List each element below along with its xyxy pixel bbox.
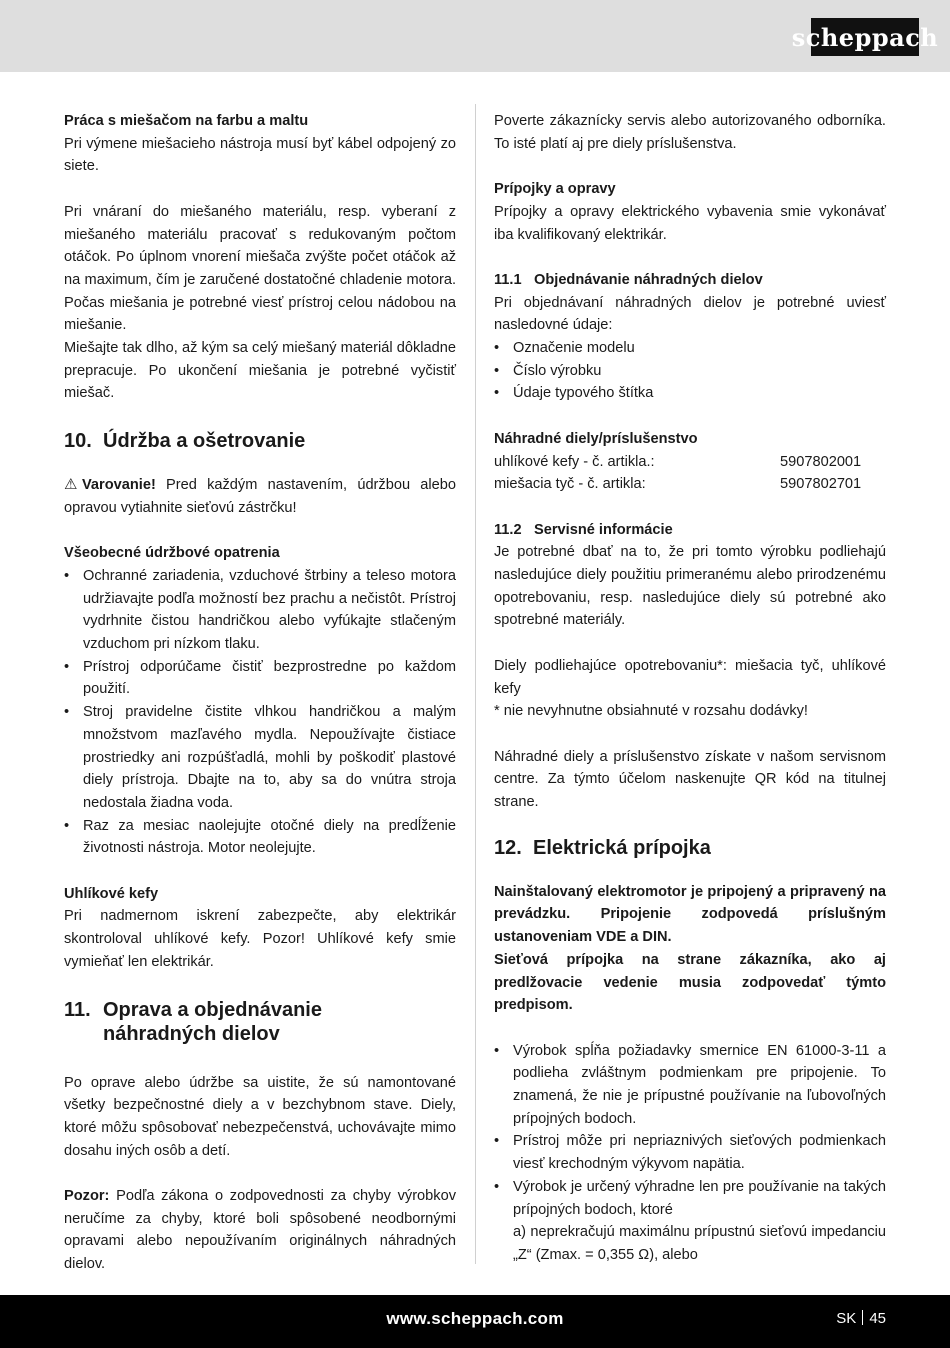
- motor-connection-text: Nainštalovaný elektromotor je pripojený a pripravený na prevádzku. Pripojenie zodpovedá príslušným ustanoveniam VDE a DIN.: [494, 883, 886, 946]
- list-item: • Výrobok je určený výhradne len pre používanie na takých prípojných bodoch, ktoré a) neprekračujú maximálnu prípustnú sieťovú impedanciu „Z“ (Zmax. = 0,355 Ω), alebo: [494, 1178, 886, 1263]
- connections-text: Prípojky a opravy elektrického vybavenia smie vykonávať iba kvalifikovaný elektrikár.: [494, 203, 886, 243]
- page-indicator: SK 45: [836, 1310, 886, 1327]
- header-bar: [0, 0, 950, 72]
- list-item: • Prístroj môže pri nepriaznivých sieťových podmienkach viesť krechodným výkyvom napätia.: [494, 1133, 886, 1173]
- section-10-title: 10. Údržba a ošetrovanie: [64, 430, 306, 453]
- section-12-title: 12. Elektrická prípojka: [494, 836, 711, 859]
- warning-paragraph: ⚠ Varovanie! Pred každým nastavením, údržbou alebo opravou vytiahnite sieťovú zástrčku!: [64, 476, 456, 516]
- list-item: • Ochranné zariadenia, vzduchové štrbiny a teleso motora udržiavajte podľa možností bez prachu a nečistôt. Prístroj vydrhnite čistou handričkou alebo vyfúkajte stlačeným vzduchom pri nízkom tlaku.: [64, 567, 456, 653]
- footer-bar: [0, 1295, 950, 1348]
- connections-heading: Prípojky a opravy: [494, 181, 616, 198]
- spare-part-row: uhlíkové kefy - č. artikla.: 5907802001: [494, 453, 862, 470]
- service-paragraph: Poverte zákaznícky servis alebo autorizovaného odborníka. To isté platí aj pre diely príslušenstva.: [494, 113, 886, 152]
- mains-connection-text: Sieťová prípojka na strane zákazníka, ako aj predlžovacie vedenie musia zodpovedať týmto predpisom.: [494, 951, 886, 1014]
- paint-paragraph-2: Pri vnáraní do miešaného materiálu, resp. vyberaní z miešaného materiálu pracovať s redukovaným počtom otáčok. Po úplnom vnorení miešača zvýšte počet otáčok až na maximum, čím je zaručené dostatočné chladenie motora. Počas miešania je potrebné viesť prístroj celou nádobou na miešanie.: [64, 203, 456, 334]
- list-item: • Prístroj odporúčame čistiť bezprostredne po každom použití.: [64, 658, 456, 698]
- spare-parts-heading: Náhradné diely/príslušenstvo: [494, 430, 698, 447]
- section-11-title: 11. Oprava a objednávanie náhradných dielov: [64, 998, 322, 1045]
- carbon-brushes-text: Pri nadmernom iskrení zabezpečte, aby elektrikár skontroloval uhlíkové kefy. Pozor! Uhlíkové kefy smie vymieňať len elektrikár.: [64, 908, 456, 970]
- list-item: • Číslo výrobku: [494, 362, 602, 379]
- paint-paragraph-1: Pri výmene miešacieho nástroja musí byť kábel odpojený zo siete.: [64, 135, 456, 175]
- list-item: • Výrobok spĺňa požiadavky smernice EN 61000-3-11 a podlieha zvláštnym podmienkam pre pripojenie. To znamená, že nie je prípustné používanie na ľubovoľných prípojných bodoch.: [494, 1042, 886, 1127]
- electrical-list: [494, 1040, 886, 1267]
- spare-part-row: miešacia tyč - č. artikla: 5907802701: [494, 476, 862, 493]
- order-intro: Pri objednávaní náhradných dielov je potrebné uviesť nasledovné údaje:: [494, 294, 886, 334]
- footer-url[interactable]: www.scheppach.com: [386, 1309, 564, 1328]
- section-11-1-title: 11.1 Objednávanie náhradných dielov: [494, 271, 763, 288]
- list-item: • Raz za mesiac naolejujte otočné diely na predĺženie životnosti nástroja. Motor neolejujte.: [64, 817, 456, 857]
- column-divider: [475, 104, 476, 1264]
- order-list: [494, 337, 886, 405]
- qr-text: Náhradné diely a príslušenstvo získate v našom servisnom centre. Za týmto účelom naskenujte QR kód na titulnej strane.: [494, 748, 886, 810]
- general-maintenance-heading: Všeobecné údržbové opatrenia: [64, 545, 280, 562]
- right-column: [494, 110, 886, 1267]
- general-maintenance-list: [64, 565, 456, 860]
- section-11-2-title: 11.2 Servisné informácie: [494, 521, 673, 538]
- wear-parts-text: Diely podliehajúce opotrebovaniu*: miešacia tyč, uhlíkové kefy: [494, 657, 886, 697]
- scheppach-logo: scheppach: [811, 18, 919, 56]
- paint-paragraph-3: Miešajte tak dlho, až kým sa celý miešaný materiál dôkladne prepracuje. Po ukončení miešania je potrebné vyčistiť miešač.: [64, 340, 456, 402]
- paint-heading: Práca s miešačom na farbu a maltu: [64, 113, 309, 129]
- carbon-brushes-heading: Uhlíkové kefy: [64, 885, 159, 902]
- wear-parts-note: * nie nevyhnutne obsiahnuté v rozsahu dodávky!: [494, 703, 808, 720]
- warning-icon: ⚠: [64, 476, 78, 494]
- list-item: • Označenie modelu: [494, 340, 635, 356]
- repair-paragraph: Po oprave alebo údržbe sa uistite, že sú namontované všetky bezpečnostné diely a v bezchybnom stave. Diely, ktoré môžu spôsobovať nebezpečenstvá, uchovávajte mimo dosahu iných osôb a detí.: [64, 1074, 456, 1159]
- caution-paragraph: Pozor: Podľa zákona o zodpovednosti za chyby výrobkov neručíme za chyby, ktoré boli spôsobené neodbornými opravami alebo nepoužívaním originálnych náhradných dielov.: [64, 1188, 456, 1273]
- list-item: • Údaje typového štítka: [494, 385, 654, 402]
- left-column: [64, 110, 456, 1276]
- service-info-text: Je potrebné dbať na to, že pri tomto výrobku podliehajú nasledujúce diely použitiu primeranému alebo prirodzenému opotrebovaniu, resp. nasledujúce diely sú potrebné ako spotrebné materiály.: [494, 544, 886, 629]
- list-item: • Stroj pravidelne čistite vlhkou handričkou a malým množstvom mazľavého mydla. Nepoužívajte čistiace prostriedky ani rozpúšťadlá, mohli by poškodiť plastové diely prístroja. Dbajte na to, aby sa do vnútra stroja nedostala žiadna voda.: [64, 704, 456, 811]
